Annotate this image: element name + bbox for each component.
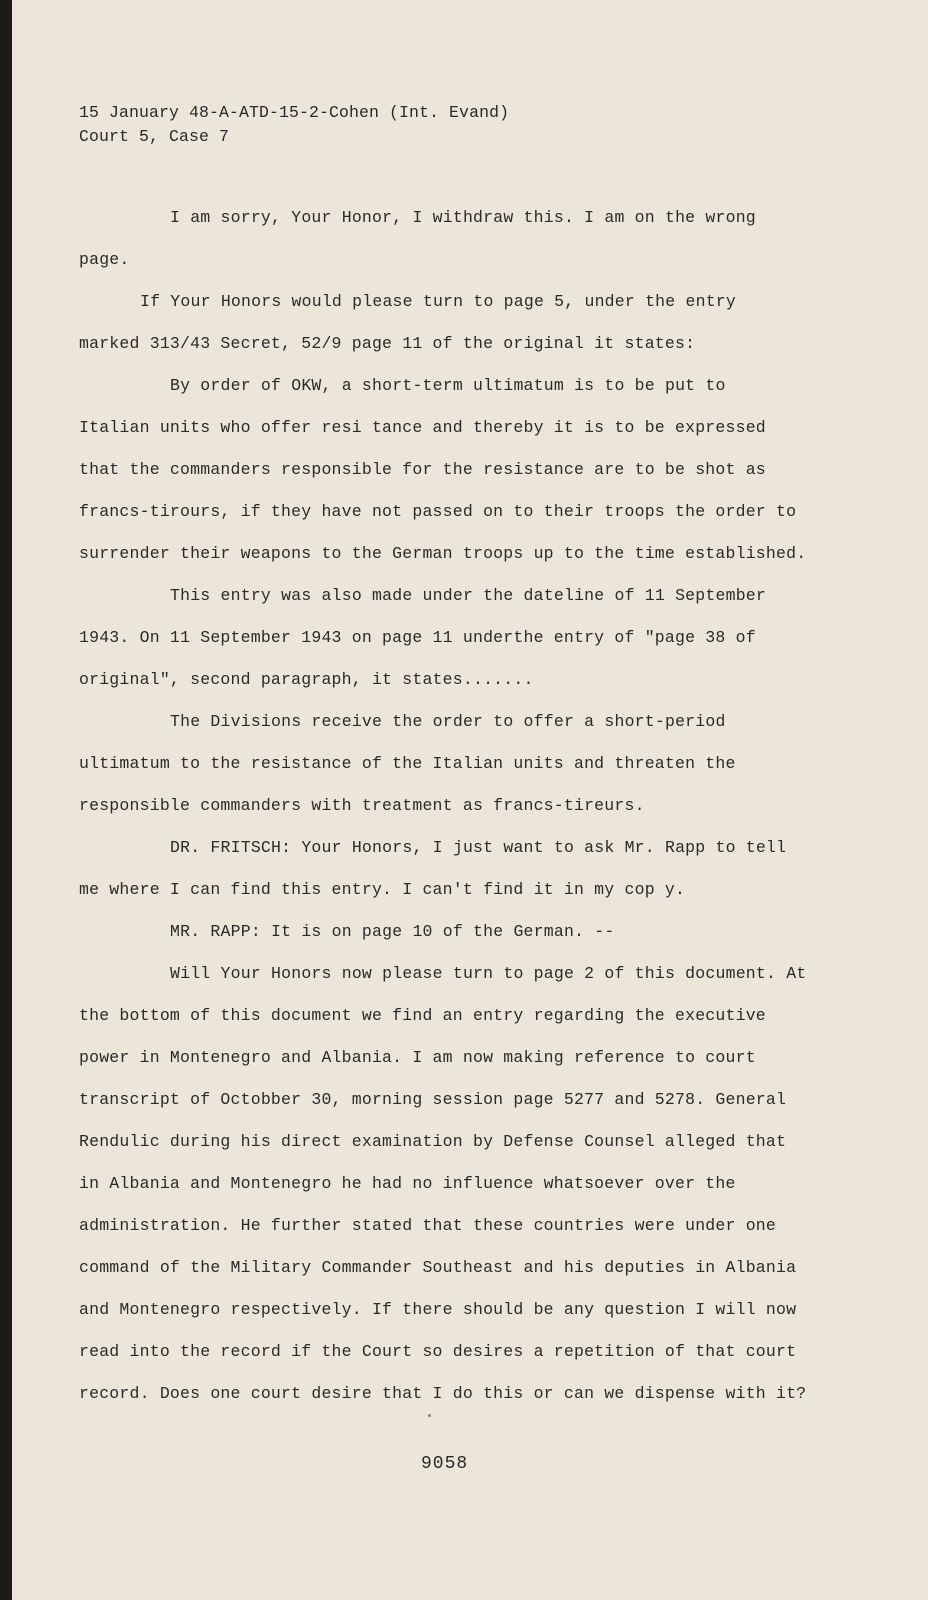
body-line: By order of OKW, a short-term ultimatum is to be put to: [170, 376, 726, 395]
body-line: read into the record if the Court so desires a repetition of that court: [79, 1342, 797, 1361]
body-line: power in Montenegro and Albania. I am now making reference to court: [79, 1048, 756, 1067]
body-line: This entry was also made under the dateline of 11 September: [170, 586, 766, 605]
body-line: francs-tirours, if they have not passed on to their troops the order to: [79, 502, 797, 521]
body-line: me where I can find this entry. I can't find it in my cop y.: [79, 880, 686, 899]
body-line: that the commanders responsible for the resistance are to be shot as: [79, 460, 766, 479]
body-line: DR. FRITSCH: Your Honors, I just want to ask Mr. Rapp to tell: [170, 838, 787, 857]
body-line: original", second paragraph, it states.......: [79, 670, 534, 689]
body-line: surrender their weapons to the German troops up to the time established.: [79, 544, 807, 563]
body-line: 1943. On 11 September 1943 on page 11 underthe entry of "page 38 of: [79, 628, 756, 647]
body-line: transcript of Octobber 30, morning session page 5277 and 5278. General: [79, 1090, 787, 1109]
body-line: record. Does one court desire that I do this or can we dispense with it?: [79, 1384, 807, 1403]
document-page: [12, 0, 928, 1600]
body-line: Rendulic during his direct examination by Defense Counsel alleged that: [79, 1132, 787, 1151]
body-line: The Divisions receive the order to offer a short-period: [170, 712, 726, 731]
body-line: MR. RAPP: It is on page 10 of the German. --: [170, 922, 615, 941]
body-line: page.: [79, 250, 130, 269]
body-line: responsible commanders with treatment as francs-tireurs.: [79, 796, 645, 815]
body-line: Italian units who offer resi tance and thereby it is to be expressed: [79, 418, 766, 437]
body-line: the bottom of this document we find an entry regarding the executive: [79, 1006, 766, 1025]
header-line-1: 15 January 48-A-ATD-15-2-Cohen (Int. Evand): [79, 103, 510, 122]
body-line: ultimatum to the resistance of the Italian units and threaten the: [79, 754, 736, 773]
body-line: and Montenegro respectively. If there should be any question I will now: [79, 1300, 797, 1319]
body-line: command of the Military Commander Southeast and his deputies in Albania: [79, 1258, 797, 1277]
body-line: marked 313/43 Secret, 52/9 page 11 of the original it states:: [79, 334, 696, 353]
body-line: in Albania and Montenegro he had no influence whatsoever over the: [79, 1174, 736, 1193]
body-line: Will Your Honors now please turn to page 2 of this document. At: [170, 964, 807, 983]
body-line: I am sorry, Your Honor, I withdraw this. I am on the wrong: [170, 208, 756, 227]
page-number: 9058: [421, 1454, 469, 1474]
header-line-2: Court 5, Case 7: [79, 127, 230, 146]
body-line: administration. He further stated that these countries were under one: [79, 1216, 777, 1235]
ink-dot: [428, 1414, 431, 1417]
body-line: If Your Honors would please turn to page 5, under the entry: [140, 292, 736, 311]
